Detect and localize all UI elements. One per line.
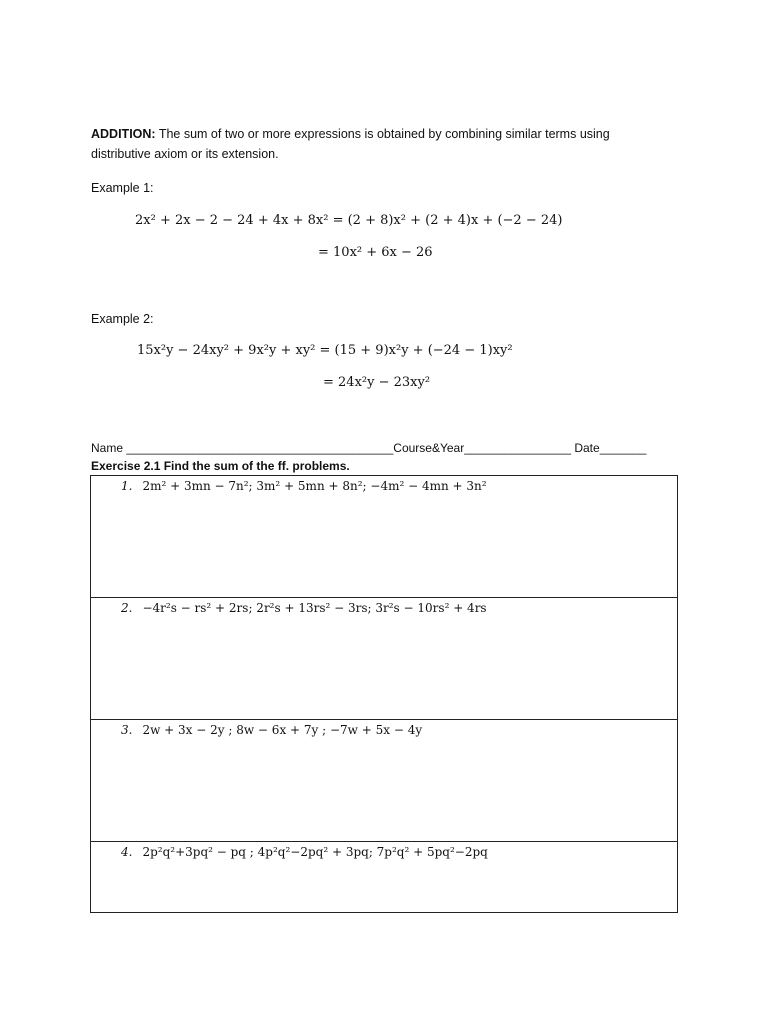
problem-row-3[interactable] [91,720,677,842]
problem-expression: 2m² + 3mn − 7n²; 3m² + 5mn + 8n²; −4m² − 4mn + 3n² [142,479,487,493]
exercise-table [90,475,678,913]
problem-row-1[interactable] [91,476,677,598]
problem-number: 4. [121,845,133,859]
example1-label: Example 1: [91,181,154,195]
example1-equation-line1: 2x² + 2x − 2 − 24 + 4x + 8x² = (2 + 8)x² + (2 + 4)x + (−2 − 24) [135,213,563,228]
definition-paragraph [91,127,691,161]
example2-equation-line2: = 24x²y − 23xy² [323,375,431,390]
problem-row-4[interactable] [91,842,677,914]
problem-2 [121,601,487,615]
problem-1 [121,479,487,493]
example1-equation-line2: = 10x² + 6x − 26 [318,245,433,260]
problem-4 [121,845,488,859]
problem-number: 2. [121,601,133,615]
definition-text-2: distributive axiom or its extension. [91,147,279,161]
problem-number: 1. [121,479,133,493]
example2-equation-line1: 15x²y − 24xy² + 9x²y + xy² = (15 + 9)x²y + (−24 − 1)xy² [137,343,513,358]
example2-label: Example 2: [91,312,154,326]
problem-number: 3. [121,723,133,737]
definition-term: ADDITION: [91,127,156,141]
exercise-title: Exercise 2.1 Find the sum of the ff. problems. [91,459,350,473]
problem-3 [121,723,422,737]
problem-expression: −4r²s − rs² + 2rs; 2r²s + 13rs² − 3rs; 3r²s − 10rs² + 4rs [142,601,487,615]
problem-expression: 2w + 3x − 2y ; 8w − 6x + 7y ; −7w + 5x − 4y [142,723,423,737]
problem-row-2[interactable] [91,598,677,720]
definition-text-1: The sum of two or more expressions is obtained by combining similar terms using [155,127,610,141]
definition-line-1 [91,127,691,141]
problem-expression: 2p²q²+3pq² − pq ; 4p²q²−2pq² + 3pq; 7p²q² + 5pq²−2pq [142,845,488,859]
name-course-date-line: Name ________________________________________Course&Year________________ Date_______ [91,441,647,455]
